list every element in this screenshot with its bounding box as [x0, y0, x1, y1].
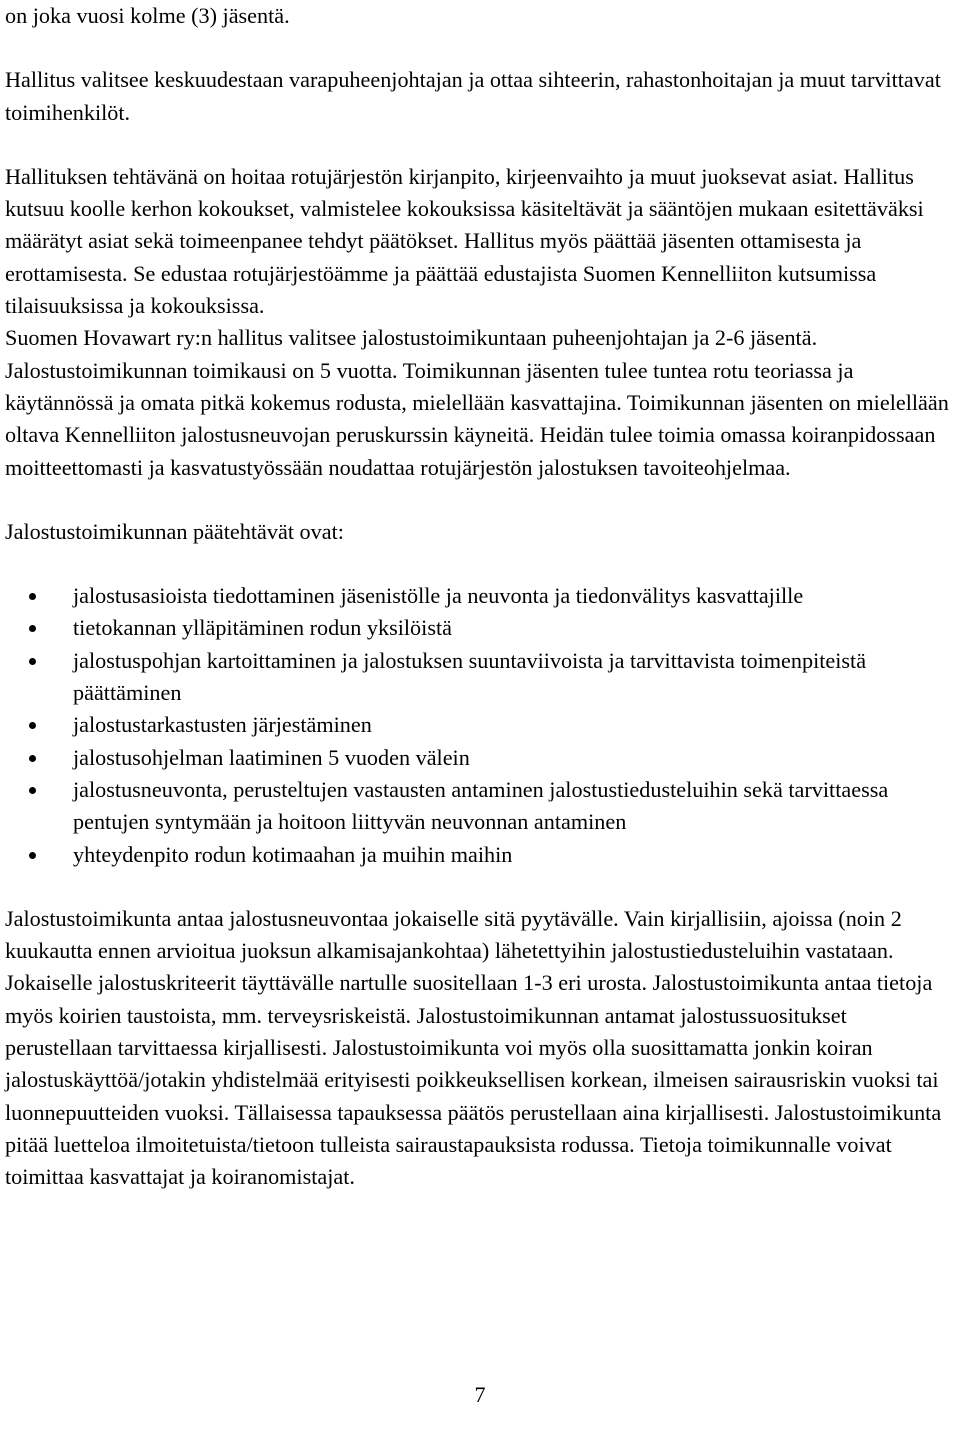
list-item: jalostusneuvonta, perusteltujen vastausten antaminen jalostustiedusteluihin sekä tarvittaessa pentujen syntymään ja hoitoon liittyvän neuvonnan antaminen [5, 774, 955, 839]
document-page [5, 0, 955, 1194]
list-item: jalostuspohjan kartoittaminen ja jalostuksen suuntaviivoista ja tarvittavista toimenpiteistä päättäminen [5, 645, 955, 710]
paragraph-duties-heading: Jalostustoimikunnan päätehtävät ovat: [5, 518, 344, 544]
list-item: tietokannan ylläpitäminen rodun yksilöistä [5, 612, 955, 644]
list-item: jalostustarkastusten järjestäminen [5, 709, 955, 741]
paragraph-breeding-advice: Jalostustoimikunta antaa jalostusneuvontaa jokaiselle sitä pyytävälle. Vain kirjallisiin, ajoissa (noin 2 kuukautta ennen arvioitua juoksun alkamisajankohtaa) lähetettyihin jalostustiedusteluihin vastataan. Jokaiselle jalostuskriteerit täyttävälle nartulle suositellaan 1-3 eri urosta. Jalostustoimikunta antaa tietoja myös koirien taustoista, mm. terveysriskeistä. Jalostustoimikunnan antamat jalostussuositukset perustellaan tarvittaessa kirjallisesti. Jalostustoimikunta voi myös olla suosittamatta jonkin koiran jalostuskäyttöä/jotakin yhdistelmää erityisesti poikkeuksellisen korkean, ilmeisen sairausriskin vuoksi tai luonnepuutteiden vuoksi. Tällaisessa tapauksessa päätös perustellaan aina kirjallisesti. Jalostustoimikunta pitää luetteloa ilmoitetuista/tietoon tulleista sairaustapauksista rodussa. Tietoja toimikunnalle voivat toimittaa kasvattajat ja koiranomistajat. [5, 905, 942, 1190]
list-item: jalostusohjelman laatiminen 5 vuoden välein [5, 742, 955, 774]
page-number: 7 [474, 1382, 486, 1407]
paragraph-board-duties: Hallituksen tehtävänä on hoitaa rotujärjestön kirjanpito, kirjeenvaihto ja muut juoksevat asiat. Hallitus kutsuu koolle kerhon kokoukset, valmistelee kokouksissa käsiteltävät ja sääntöjen mukaan esitettäväksi määrätyt asiat sekä toimeenpanee tehdyt päätökset. Hallitus myös päättää jäsenten ottamisesta ja erottamisesta. Se edustaa rotujärjestöämme ja päättää edustajista Suomen Kennelliiton kutsumissa tilaisuuksissa ja kokouksissa. [5, 163, 924, 319]
paragraph-breeding-committee: Suomen Hovawart ry:n hallitus valitsee jalostustoimikuntaan puheenjohtajan ja 2-6 jäsentä. Jalostustoimikunnan toimikausi on 5 vuotta. Toimikunnan jäsenten tulee tuntea rotu teoriassa ja käytännössä ja omata pitkä kokemus rodusta, mielellään kasvattajina. Toimikunnan jäsenten on mielellään oltava Kennelliiton jalostusneuvojan peruskurssin käyneitä. Heidän tulee toimia omassa koiranpidossaan moitteettomasti ja kasvatustyössään noudattaa rotujärjestön jalostuksen tavoiteohjelmaa. [5, 325, 949, 480]
paragraph-board-members: on joka vuosi kolme (3) jäsentä. [5, 3, 290, 28]
list-item: jalostusasioista tiedottaminen jäsenistölle ja neuvonta ja tiedonvälitys kasvattajille [5, 580, 955, 612]
duties-list [5, 580, 955, 871]
list-item: yhteydenpito rodun kotimaahan ja muihin maihin [5, 839, 955, 871]
paragraph-board-officers: Hallitus valitsee keskuudestaan varapuheenjohtajan ja ottaa sihteerin, rahastonhoitajan ja muut tarvittavat toimihenkilöt. [5, 67, 941, 125]
